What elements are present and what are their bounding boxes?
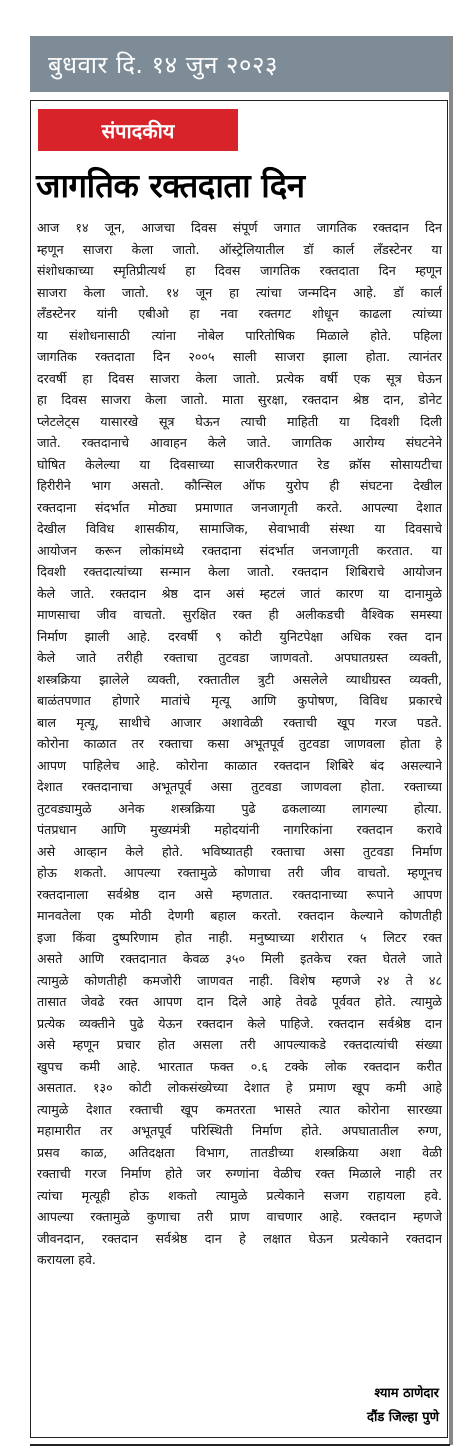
article-line: जाते. रक्तदानाचे आवाहन केले जाते. जागतिक आरोग्य संघटनेने <box>37 435 442 450</box>
article-line: असे आव्हान केले होते. भविष्यातही रक्ताचा असा तुटवडा निर्माण <box>37 843 442 859</box>
article-line: हिरीरीने भाग असतो. कौन्सिल ऑफ युरोप ही संघटना देखील <box>37 478 442 493</box>
article-line: घोषित केलेल्या या दिवसाच्या साजरीकरणात रेड क्रॉस सोसायटीचा <box>37 456 442 472</box>
article-line: प्लेटलेट्स यासारखे सूत्र घेऊन त्याची माहिती या दिवशी दिली <box>37 413 442 429</box>
article-line: केले जाते. रक्तदान श्रेष्ठ दान असं म्हटलं जातं कारण या दानामुळे <box>37 585 442 601</box>
article-line: खुपच कमी आहे. भारतात फक्त ०.६ टक्के लोक रक्तदान करीत <box>37 1058 442 1074</box>
date-header: बुधवार दि. १४ जुन २०२३ <box>30 36 450 92</box>
article-line: रक्ताची गरज निर्माण होते जर रुग्णांना वेळीच रक्त मिळाले नाही तर <box>37 1166 442 1181</box>
article-line: त्यांचा मृत्यूही होऊ शकतो त्यामुळे प्रत्येकाने सजग राहायला हवे. <box>37 1187 442 1203</box>
article-body <box>37 217 442 1271</box>
article-line: आपल्या रक्तामुळे कुणाचा तरी प्राण वाचणार आहे. रक्तदान म्हणजे <box>37 1209 442 1224</box>
article-line: आज १४ जून, आजचा दिवस संपूर्ण जगात जागतिक रक्तदान दिन <box>37 220 442 235</box>
article-line: आयोजन करून लोकांमध्ये रक्तदाना संदर्भात जनजागृती करतात. या <box>37 542 442 558</box>
article-line: माणसाचा जीव वाचतो. सुरक्षित रक्त ही अलीकडची वैश्विक समस्या <box>37 607 442 622</box>
article-line: तासात जेवढे रक्त आपण दान दिले आहे तेवढे पूर्ववत होते. त्यामुळे <box>37 994 442 1009</box>
author-name: श्याम ठाणेदार <box>374 1386 439 1401</box>
article-line: लॅंडस्टेनर यांनी एबीओ हा नवा रक्तगट शोधून काढला त्यांच्या <box>37 306 442 321</box>
article-line: त्यामुळे कोणतीही कमजोरी जाणवत नाही. विशेष म्हणजे २४ ते ४८ <box>37 972 442 988</box>
article-line: संशोधकाच्या स्मृतिप्रीत्यर्थ हा दिवस जागतिक रक्तदाता दिन म्हणून <box>37 263 442 278</box>
article-line: हा दिवस साजरा केला जातो. माता सुरक्षा, रक्तदान श्रेष्ठ दान, डोनेट <box>37 392 442 407</box>
page-edge-shadow <box>449 36 453 1445</box>
article-line: प्रत्येक व्यक्तीने पुढे येऊन रक्तदान केले पाहिजे. रक्तदान सर्वश्रेष्ठ दान <box>37 1015 442 1031</box>
article-line: महामारीत तर अभूतपूर्व परिस्थिती निर्माण होते. अपघातातील रुग्ण, <box>37 1123 442 1138</box>
article-line: दरवर्षी हा दिवस साजरा केला जातो. प्रत्येक वर्षी एक सूत्र घेऊन <box>37 370 442 386</box>
article-line: बाल मृत्यू, साथीचे आजार अशावेळी रक्ताची खूप गरज पडते. <box>37 714 442 730</box>
article-line: होऊ शकतो. आपल्या रक्तामुळे कोणाचा तरी जीव वाचतो. म्हणूनच <box>37 865 442 880</box>
article-line: कोरोना काळात तर रक्ताचा कसा अभूतपूर्व तुटवडा जाणवला होता हे <box>37 736 442 751</box>
article-line: असते आणि रक्तदानात केवळ ३५० मिली इतकेच रक्त घेतले जाते <box>37 951 442 966</box>
article-line: बाळंतपणात होणारे मातांचे मृत्यू आणि कुपोषण, विविध प्रकारचे <box>37 693 442 708</box>
article-line: करायला हवे. <box>37 1252 96 1267</box>
article-line: मानवतेला एक मोठी देणगी बहाल करतो. रक्तदान केल्याने कोणतीही <box>37 908 442 923</box>
article-line: इजा किंवा दुष्परिणाम होत नाही. मनुष्याच्या शरीरात ५ लिटर रक्त <box>37 929 442 945</box>
headline: जागतिक रक्तदाता दिन <box>36 166 305 205</box>
article-line: जागतिक रक्तदाता दिन २००५ साली साजरा झाला होता. त्यानंतर <box>37 349 442 364</box>
article-line: रक्तदानाला सर्वश्रेष्ठ दान असे म्हणतात. रक्तदानाच्या रूपाने आपण <box>37 886 442 902</box>
article-line: त्यामुळे देशात रक्ताची खूप कमतरता भासते त्यात कोरोना सारख्या <box>37 1101 442 1117</box>
article-line: असे म्हणून प्रचार होत असला तरी आपल्याकडे रक्तदात्यांची संख्या <box>37 1037 442 1052</box>
article-line: म्हणून साजरा केला जातो. ऑस्ट्रेलियातील डॉ कार्ल लँडस्टेनर या <box>37 241 442 257</box>
article-line: दिवशी रक्तदात्यांच्या सन्मान केला जातो. रक्तदान शिबिराचे आयोजन <box>37 564 442 579</box>
article-line: केले जाते तरीही रक्ताचा तुटवडा जाणवतो. अपघातग्रस्त व्यक्ती, <box>37 650 442 665</box>
article-line: देखील विविध शासकीय, सामाजिक, सेवाभावी संस्था या दिवसाचे <box>37 521 442 536</box>
article-line: देशात रक्तदानाचा अभूतपूर्व असा तुटवडा जाणवला होता. रक्ताच्या <box>37 779 442 794</box>
article-line: पंतप्रधान आणि मुख्यमंत्री महोदयांनी नागरिकांना रक्तदान करावे <box>37 822 442 837</box>
article-line: तुटवड्यामुळे अनेक शस्त्रक्रिया पुढे ढकलाव्या लागल्या होत्या. <box>37 800 442 816</box>
author-place: दौंड जिल्हा पुणे <box>367 1410 439 1425</box>
article-line: जीवनदान, रक्तदान सर्वश्रेष्ठ दान हे लक्षात घेऊन प्रत्येकाने रक्तदान <box>37 1230 442 1246</box>
article-line: आपण पाहिलेच आहे. कोरोना काळात रक्तदान शिबिरे बंद असल्याने <box>37 757 442 773</box>
article-line: या संशोधनासाठी त्यांना नोबेल पारितोषिक मिळाले होते. पहिला <box>37 327 442 343</box>
bottom-rule <box>30 1444 450 1446</box>
article-line: निर्माण झाली आहे. दरवर्षी ९ कोटी युनिटपेक्षा अधिक रक्त दान <box>37 628 442 644</box>
section-tag: संपादकीय <box>38 109 238 151</box>
article-line: असतात. १३० कोटी लोकसंख्येच्या देशात हे प्रमाण खूप कमी आहे <box>37 1080 442 1095</box>
article-line: साजरा केला जातो. १४ जून हा त्यांचा जन्मदिन आहे. डॉ कार्ल <box>37 284 442 300</box>
article-line: रक्तदाना संदर्भात मोठ्या प्रमाणात जनजागृती करते. आपल्या देशात <box>37 499 442 515</box>
article-line: शस्त्रक्रिया झालेले व्यक्ती, रक्तातील त्रुटी असलेले व्याधीग्रस्त व्यक्ती, <box>37 671 442 687</box>
article-line: प्रसव काळ, अतिदक्षता विभाग, तातडीच्या शस्त्रक्रिया अशा वेळी <box>37 1144 442 1160</box>
